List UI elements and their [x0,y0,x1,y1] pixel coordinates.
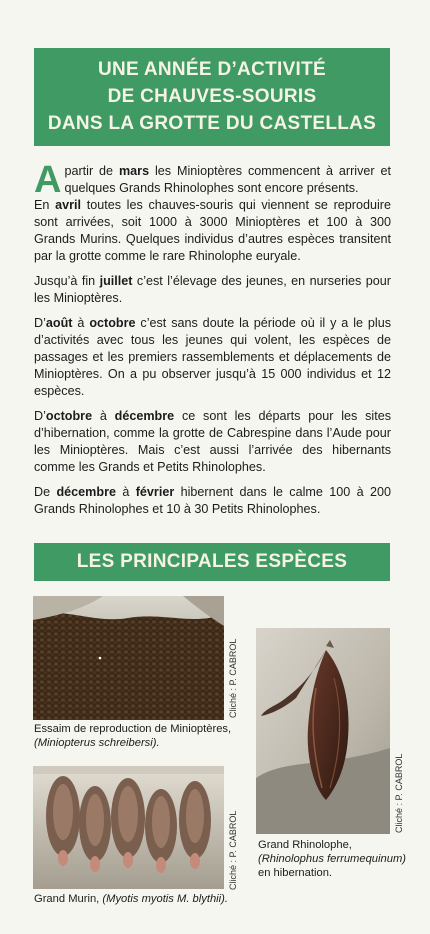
paragraph-july [34,273,391,307]
text-run: D’ [34,409,46,423]
photo-credit: Cliché : P. CABROL [394,753,404,833]
drop-cap: A [34,159,62,201]
photo-grand-rhinolophe [256,628,390,834]
caption-line: en hibernation. [258,867,333,879]
species-banner [34,543,390,581]
paragraph-december-february [34,484,391,518]
caption-latin-name: (Miniopterus schreibersi). [34,737,160,749]
text-run: D’ [34,316,46,330]
photo-miniopteres-colony [33,596,224,720]
month-fevrier: février [135,485,175,499]
photo-caption [34,892,234,906]
caption-line: Grand Murin, [34,893,103,905]
text-run: à [72,316,90,330]
photo-caption [258,838,423,880]
text-run: c’est sans doute la période où il y a le plus d’activités avec tous les jeunes qui volent, les espèces de passages et les premiers rassemblements et déplacements de Minioptères. On a pu observer jusqu’à 15 000 individus et 12 espèces. [34,316,391,398]
photo-credit: Cliché : P. CABROL [228,810,238,890]
text-run: à [92,409,115,423]
paragraph-august-october [34,315,391,400]
month-aout: août [45,316,73,330]
text-run: à [115,485,136,499]
month-avril: avril [55,198,82,212]
month-octobre: octobre [89,316,136,330]
calendar-text [34,159,392,526]
paragraph-march-april [34,159,392,265]
photo-caption [34,722,234,750]
caption-latin-name: (Myotis myotis M. blythii). [102,893,228,905]
month-juillet: juillet [99,274,133,288]
photo-grand-murin [33,766,224,889]
text-run: ce sont les départs pour les sites d’hibernation, comme la grotte de Cabrespine dans l’Aude pour les Minioptères. Mais c’est aussi l’arrivée des hibernants comme les Grands et Petits Rhinolophes. [34,409,391,474]
text-run: c’est l’élevage des jeunes, en nurseries pour les Minioptères. [34,274,391,305]
title-line: DANS LA GROTTE DU CASTELLAS [47,113,377,134]
text-run: En [34,198,56,212]
paragraph-october-december [34,408,391,476]
month-decembre: décembre [114,409,175,423]
text-run: Jusqu’à fin [34,274,100,288]
caption-line: Grand Rhinolophe, [258,839,352,851]
title-line: DE CHAUVES-SOURIS [107,86,317,107]
month-mars: mars [118,164,150,178]
text-run: partir de [64,164,119,178]
caption-latin-name: (Rhinolophus ferrumequinum) [258,853,406,865]
section-title: LES PRINCIPALES ESPÈCES [76,551,348,572]
title-line: UNE ANNÉE D’ACTIVITÉ [97,59,327,80]
text-run: toutes les chauves-souris qui viennent se reproduire sont arrivées, soit 1000 à 3000 Minioptères et 100 à 300 Grands Murins. Quelques individus d’autres espèces transitent par la grotte comme le rare Rhinolophe euryale. [34,198,392,263]
month-octobre: octobre [45,409,93,423]
month-decembre: décembre [56,485,116,499]
photo-credit: Cliché : P. CABROL [228,638,238,718]
title-banner [34,48,390,146]
text-run: les Minioptères commencent à arriver et quelques Grands Rhinolophes sont encore présents. [64,164,391,195]
text-run: hibernent dans le calme 100 à 200 Grands Rhinolophes et 10 à 30 Petits Rhinolophes. [34,485,391,516]
caption-line: Essaim de reproduction de Minioptères, [34,723,232,735]
text-run: De [34,485,57,499]
